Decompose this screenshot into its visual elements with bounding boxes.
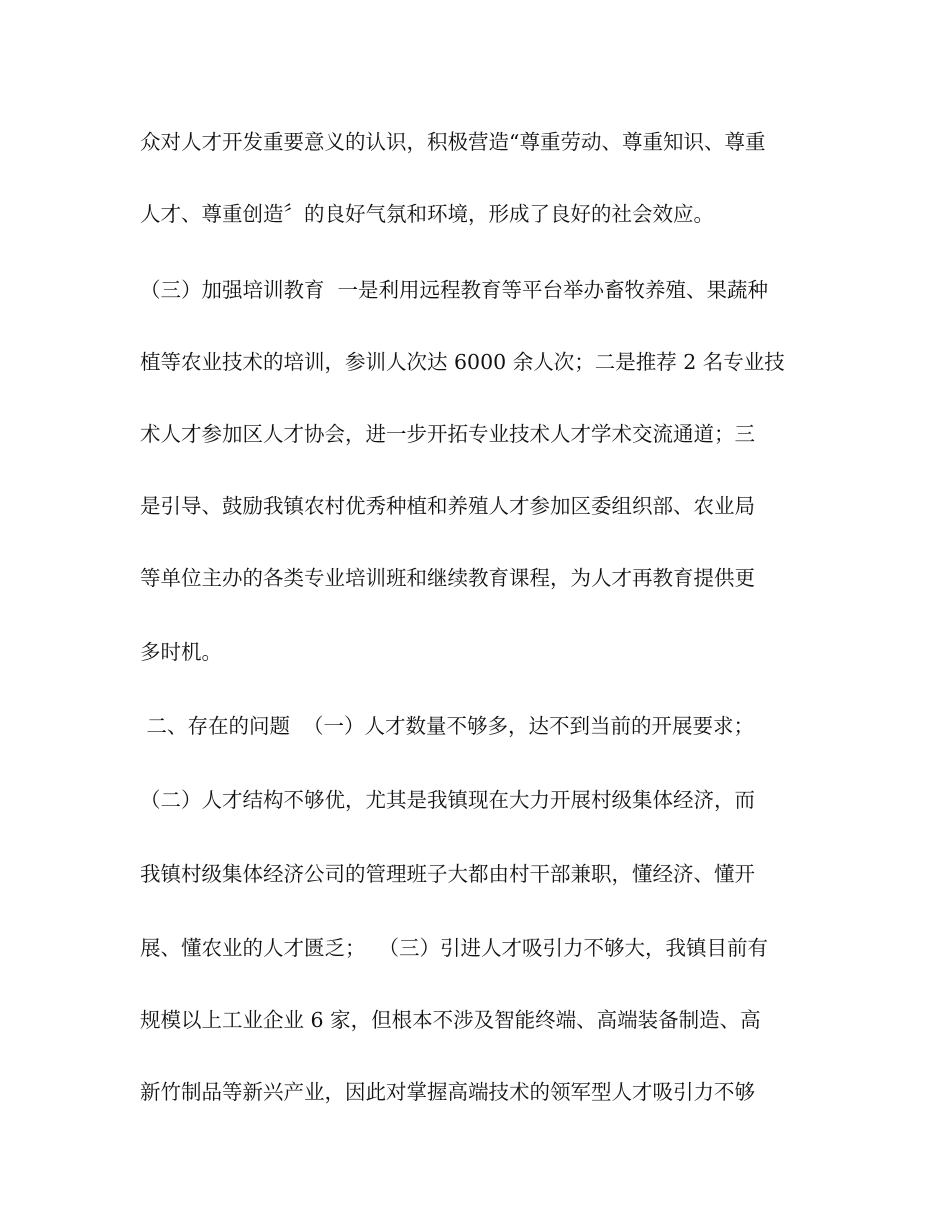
text-line: （三）加强培训教育 一是利用远程教育等平台举办畜牧养殖、果蔬种 bbox=[140, 278, 769, 302]
text-line: 多时机。 bbox=[140, 640, 222, 664]
text-line: 植等农业技术的培训，参训人次达 6000 余人次；二是推荐 2 名专业技 bbox=[140, 350, 785, 374]
text-line: 我镇村级集体经济公司的管理班子大都由村干部兼职，懂经济、懂开 bbox=[140, 862, 755, 886]
text-line: 众对人才开发重要意义的认识，积极营造“尊重劳动、尊重知识、尊重 bbox=[140, 130, 766, 154]
text-line: 规模以上工业企业 6 家，但根本不涉及智能终端、高端装备制造、高 bbox=[140, 1008, 761, 1032]
text-line: 是引导、鼓励我镇农村优秀种植和养殖人才参加区委组织部、农业局 bbox=[140, 494, 755, 518]
text-line: 展、懂农业的人才匮乏； （三）引进人才吸引力不够大，我镇目前有 bbox=[140, 936, 769, 960]
text-line: （二）人才结构不够优，尤其是我镇现在大力开展村级集体经济，而 bbox=[140, 788, 755, 812]
text-line: 术人才参加区人才协会，进一步开拓专业技术人才学术交流通道；三 bbox=[140, 422, 755, 446]
text-line: 二、存在的问题 （一）人才数量不够多，达不到当前的开展要求； bbox=[140, 714, 755, 738]
text-line: 人才、尊重创造〞的良好气氛和环境，形成了良好的社会效应。 bbox=[140, 202, 714, 226]
text-line: 新竹制品等新兴产业，因此对掌握高端技术的领军型人才吸引力不够 bbox=[140, 1080, 755, 1104]
text-line: 等单位主办的各类专业培训班和继续教育课程，为人才再教育提供更 bbox=[140, 566, 755, 590]
